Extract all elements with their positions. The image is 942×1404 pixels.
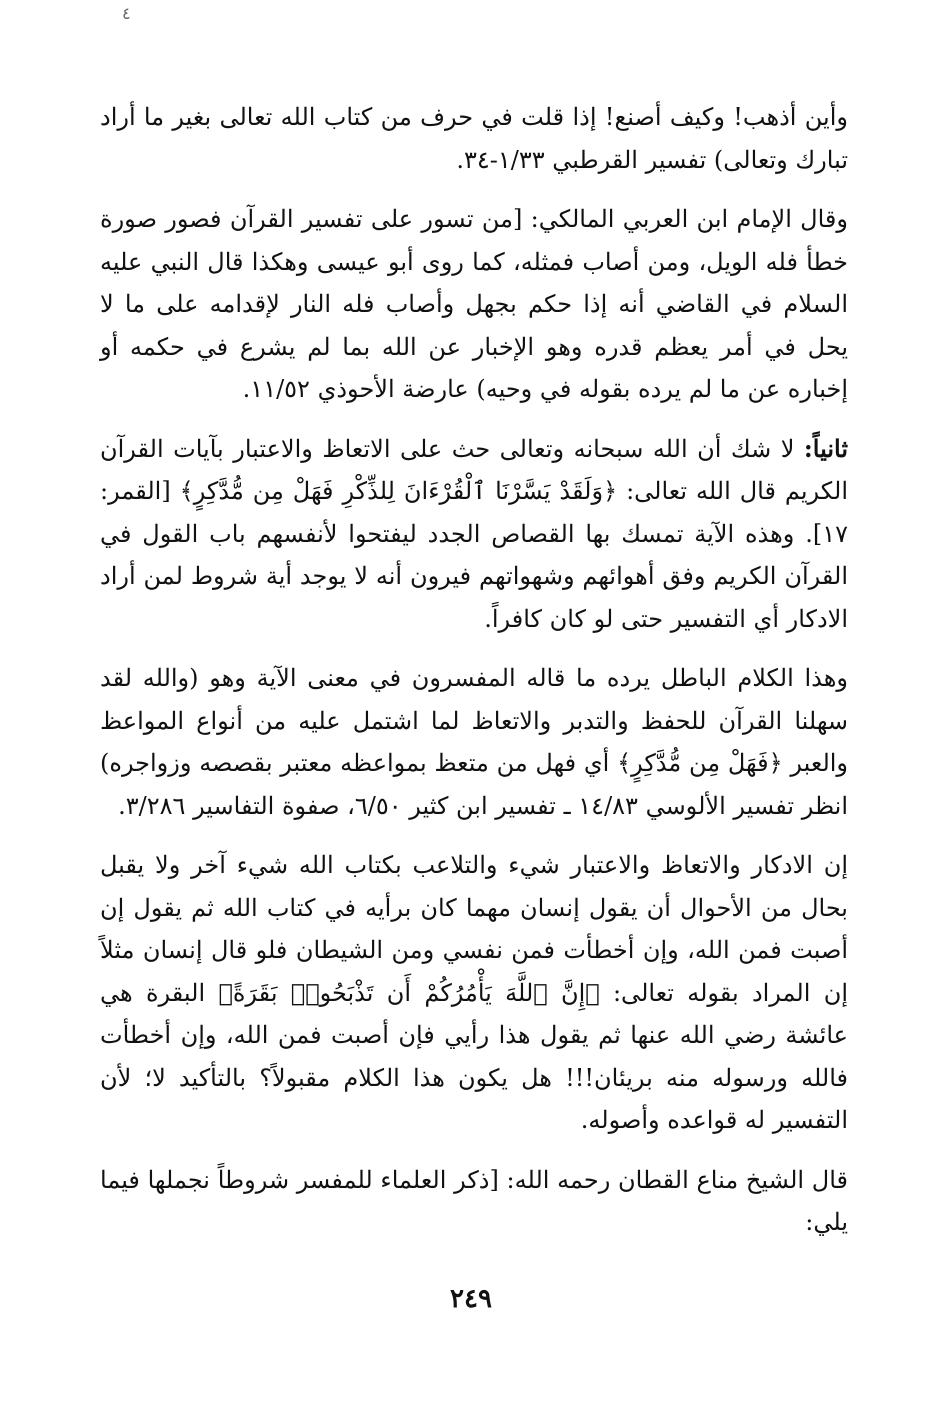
paragraph-text: وأين أذهب! وكيف أصنع! إذا قلت في حرف من كتاب الله تعالى بغير ما أراد تبارك وتعالى) تفسير القرطبي ١/٣٣-٣٤.: [100, 103, 848, 174]
paragraph-text: وهذا الكلام الباطل يرده ما قاله المفسرون في معنى الآية وهو (والله لقد سهلنا القرآن للحفظ والتدبر والاتعاظ لما اشتمل عليه من أنواع المواعظ والعبر: [100, 664, 849, 777]
paragraph-qurtubi-quote: [100, 96, 848, 181]
paragraph-text: إن الادكار والاتعاظ والاعتبار شيء والتلاعب بكتاب الله شيء آخر ولا يقبل بحال من الأحوال أن يقول إنسان مهما كان برأيه في كتاب الله ثم يقول إن أصبت فمن الله، وإن أخطأت فمن نفسي ومن الشيطان فلو قال إنسان مثلاً إن المراد بقوله تعالى:: [100, 851, 848, 1007]
paragraph-text: قال الشيخ مناع القطان رحمه الله: [ذكر العلماء للمفسر شروطاً نجملها فيما يلي:: [100, 1165, 848, 1236]
paragraph-lead: ثانياً:: [803, 433, 848, 463]
paragraph-text: البقرة هي عائشة رضي الله عنها ثم يقول هذا رأيي فإن أصبت فمن الله، وإن أخطأت فالله ورسوله منه بريئان!!! هل يكون هذا الكلام مقبولاً؟ بالتأكيد لا؛ لأن التفسير له قواعده وأصوله.: [100, 978, 848, 1134]
paragraph-text: [القمر: ١٧]. وهذه الآية تمسك بها القصاص الجدد ليفتحوا لأنفسهم باب القول في القرآن الكريم وفق أهوائهم وشهواتهم فيرون أنه لا يوجد أية شروط لمن أراد الادكار أي التفسير حتى لو كان كافراً.: [100, 477, 848, 633]
paragraph-ibn-arabi-quote: [100, 198, 848, 411]
paragraph-text: لا شك أن الله سبحانه وتعالى حث على الاتعاظ والاعتبار بآيات القرآن الكريم قال الله تعالى:: [100, 434, 848, 505]
corner-mark: ٤: [122, 4, 131, 23]
paragraph-text: أي فهل من متعظ بمواعظه معتبر بقصصه وزواجره) انظر تفسير الألوسي ١٤/٨٣ ـ تفسير ابن كثير ٦/٥٠، صفوة التفاسير ٣/٢٨٦.: [100, 749, 848, 820]
paragraph-second-point: [100, 428, 848, 641]
paragraph-example: [100, 844, 848, 1142]
paragraph-refutation: [100, 657, 848, 827]
paragraph-text: وقال الإمام ابن العربي المالكي: [من تسور على تفسير القرآن فصور صورة خطأ فله الويل، ومن أصاب فمثله، كما روى أبو عيسى وهكذا قال النبي عليه السلام في القاضي أنه إذا حكم بجهل وأصاب فله النار لإقدامه على ما لا يحل في أمر يعظم قدره وهو الإخبار عن الله بما لم يشرع في حكمه أو إخباره عن ما لم يرده بقوله في وحيه) عارضة الأحوذي ١١/٥٢.: [100, 205, 848, 403]
quran-verse: ﴿فَهَلْ مِن مُّدَّكِرٍ﴾: [617, 749, 783, 777]
page-number: ٢٤٩: [450, 1284, 492, 1314]
quran-verse: ﴿إِنَّ ٱللَّهَ يَأْمُرُكُمْ أَن تَذْبَحُوا۟ بَقَرَةً﴾: [218, 978, 600, 1007]
quran-verse: ﴿وَلَقَدْ يَسَّرْنَا ٱلْقُرْءَانَ لِلذِّكْرِ فَهَلْ مِن مُّدَّكِرٍ﴾: [179, 477, 618, 505]
page-body: [100, 96, 848, 1261]
paragraph-qattan-quote: [100, 1159, 848, 1244]
